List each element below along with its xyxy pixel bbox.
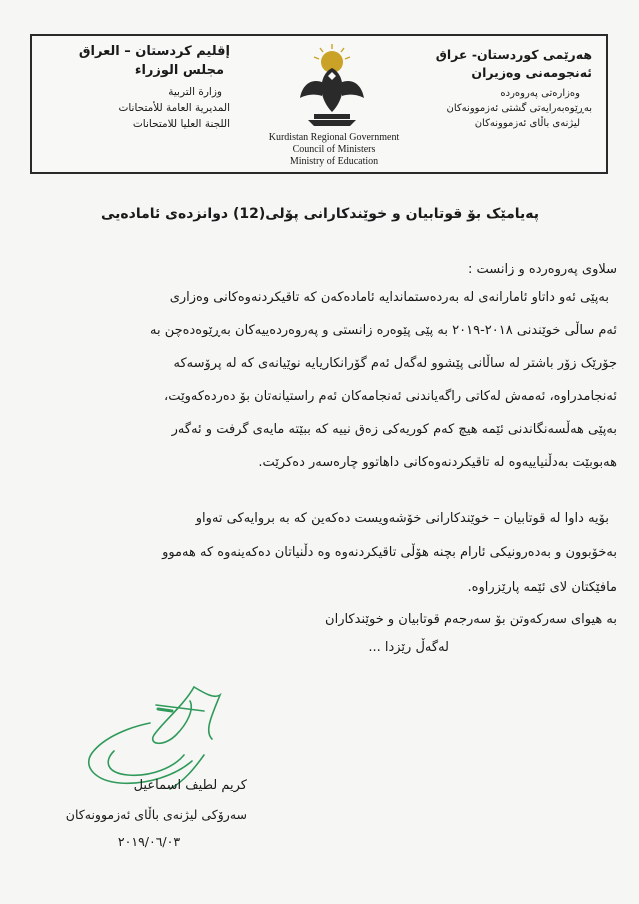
arabic-line-5: اللجنة العليا للامتحانات [132,118,230,130]
paragraph-1-line-1: بەپێی ئەو داتاو ئامارانەی لە بەردەستماندایە ئامادەکەن کە تاقیکردنەوەکانی وەزاری [169,290,609,305]
closing-wish: بە هیوای سەرکەوتن بۆ سەرجەم قوتابیان و خوێندکاران [325,612,617,627]
handwritten-signature [44,665,284,830]
greeting: سلاوی پەروەردە و زانست : [468,262,617,277]
paragraph-1-line-2: ئەم ساڵی خوێندنی ٢٠١٨-٢٠١٩ بە پێی پێوەرە زانستی و پەروەردەییەکان بەڕێوەدەچن بە [150,323,617,338]
paragraph-1-line-4: ئەنجامدراوە، ئەمەش لەکاتی راگەیاندنی ئەنجامەکان ئەم راستیانەتان بۆ دەردەکەوێت، [164,389,617,404]
english-line-2: Council of Ministers [292,144,376,155]
paragraph-2-line-3: مافێکتان لای ئێمە پارێزراوە. [467,580,617,595]
closing-regards: لەگەڵ رێزدا ... [368,640,449,655]
kurdish-line-3: وەزارەتی پەروەردە [500,88,580,99]
arabic-line-2: مجلس الوزراء [134,63,224,78]
kurdish-line-1: هەرێمی کوردستان- عراق [435,47,592,62]
english-line-3: Ministry of Education [289,156,379,167]
letter-title: پەیامێک بۆ قوتابیان و خوێندکارانی پۆلی(12) دوانزدەی ئامادەیی [100,206,540,222]
arabic-line-4: المديرية العامة للأمتحانات [118,102,230,114]
kurdish-line-4: بەڕێوەبەرایەتی گشتی ئەزموونەکان [446,103,592,114]
arabic-line-3: وزارة التربية [168,86,222,98]
letter-date: ٢٠١٩/٠٦/٠٣ [117,834,181,849]
kurdish-line-5: لیژنەی باڵای ئەزموونەکان [474,118,580,129]
arabic-line-1: إقليم كردستان – العراق [78,44,230,59]
letterhead [30,34,608,174]
english-line-1: Kurdistan Regional Government [268,132,400,143]
signatory-name: كريم لطيف اسماعيل [133,778,247,793]
paragraph-1-line-6: هەبوبێت بەدڵنیاییەوە لە تاقیکردنەوەکانی داهاتوو چارەسەر دەکرێت. [258,455,617,470]
letterhead-english [240,132,428,168]
signatory-role: سەرۆکی لیژنەی باڵای ئەزموونەکان [65,807,247,822]
krg-emblem-icon [290,42,374,128]
paragraph-1-line-5: بەپێی هەڵسەنگاندنی ئێمە هیچ کەم کوریەکی زەق نییە کە ببێتە مایەی گرفت و ئەگەر [171,422,617,437]
letterhead-arabic [46,42,230,132]
letterhead-kurdish [396,46,592,131]
paragraph-2-line-2: بەخۆبوون و بەدەرونیکی ئارام بچنە هۆڵی تاقیکردنەوە وە دڵنیاتان دەکەینەوە کە هەموو [162,545,617,560]
kurdish-line-2: ئەنجومەنی وەزیران [471,65,592,80]
paragraph-2-line-1: بۆیە داوا لە قوتابیان – خوێندکارانی خۆشەویست دەکەین کە بە بروایەکی تەواو [195,511,609,526]
paragraph-1-line-3: جۆرێک زۆر باشتر لە ساڵانی پێشوو لەگەل ئەم گۆرانکاریایە نوێیانەی کە لە پرۆسەکە [173,356,617,371]
